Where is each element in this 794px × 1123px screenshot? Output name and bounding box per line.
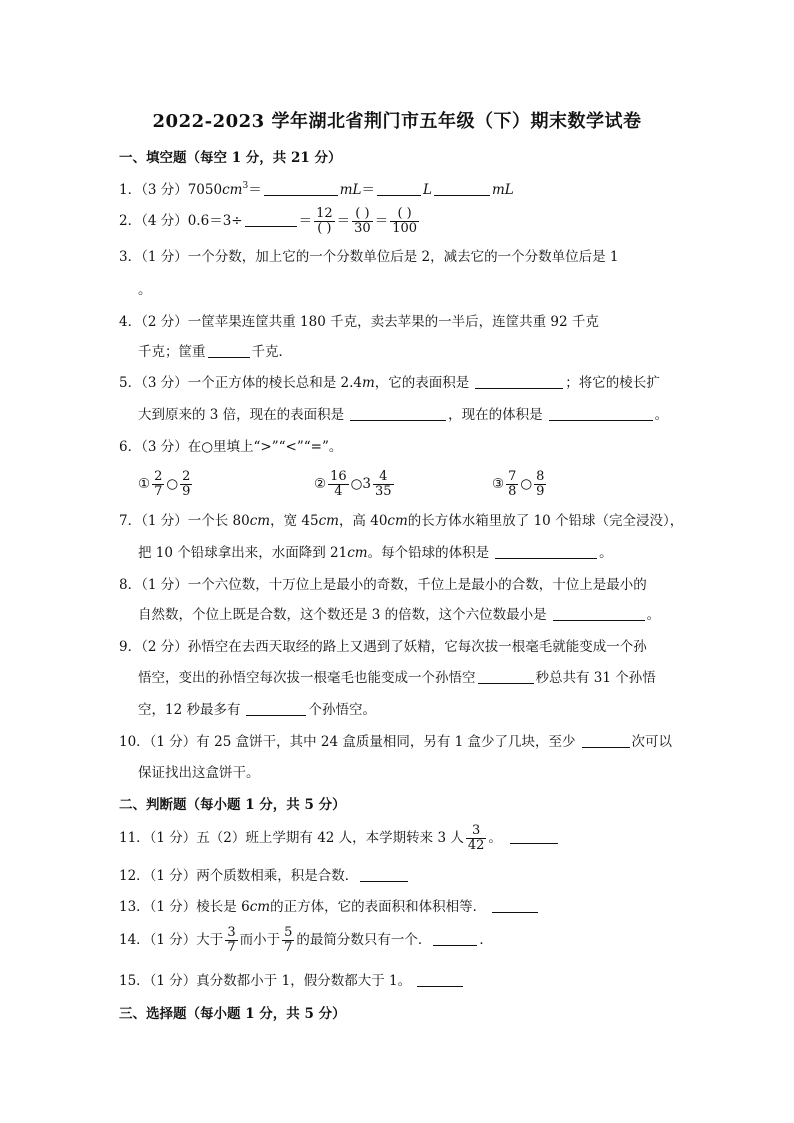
- answer-blank[interactable]: [434, 180, 490, 196]
- compare-circle[interactable]: ○: [166, 476, 179, 492]
- question-10-cont: 保证找出这盒饼干。: [138, 765, 260, 781]
- section-fill-in: 一、填空题（每空 1 分，共 21 分）: [119, 150, 342, 166]
- question-6-options: [138, 466, 548, 502]
- question-3: 3．（1 分）一个分数，加上它的一个分数单位后是 2，减去它的一个分数单位后是 1: [119, 249, 619, 265]
- question-9-cont2: 空，12 秒最多有 个孙悟空。: [138, 702, 376, 718]
- question-2: 2．（4 分）0.6＝3÷ ＝ $\frac{12}{( )}$ ＝ $\frac{( )}{30}$ ＝ $\frac{( )}{100}$: [119, 206, 418, 236]
- answer-blank[interactable]: [495, 543, 597, 559]
- question-3-cont: 。: [138, 282, 152, 298]
- answer-blank[interactable]: [377, 180, 421, 196]
- exam-title: 2022-2023 学年湖北省荆门市五年级（下）期末数学试卷: [152, 111, 642, 132]
- question-12: 12．（1 分）两个质数相乘，积是合数．: [119, 866, 410, 886]
- answer-blank[interactable]: [208, 342, 250, 358]
- question-5-cont: 大到原来的 3 倍，现在的表面积是 ，现在的体积是 。: [138, 407, 669, 423]
- answer-blank[interactable]: [245, 211, 297, 227]
- answer-blank[interactable]: [582, 732, 630, 748]
- fraction: $\frac{( )}{30}$: [354, 206, 371, 236]
- answer-blank[interactable]: [417, 971, 463, 987]
- question-1: 1．（3 分）$7050cm^3= mL= L$ mL: [119, 181, 514, 198]
- question-5: 5．（3 分）一个正方体的棱长总和是 2.4m，它的表面积是 ；将它的棱长扩: [119, 375, 660, 391]
- section-multiple-choice: 三、选择题（每小题 1 分，共 5 分）: [119, 1006, 346, 1022]
- compare-option-1: ① $\frac{2}{7}$ ○ $\frac{2}{9}$: [138, 469, 191, 499]
- answer-blank[interactable]: [264, 180, 338, 196]
- answer-blank[interactable]: [433, 930, 477, 946]
- question-6: 6．（3 分）在○里填上“>”“<”“=”。: [119, 439, 343, 455]
- answer-blank[interactable]: [350, 405, 446, 421]
- compare-circle[interactable]: ○3: [350, 476, 372, 492]
- question-11: 11．（1 分）五（2）班上学期有 42 人，本学期转来 3 人 $\frac{3}{42}$ 。: [119, 820, 560, 856]
- fraction: $\frac{3}{42}$: [467, 823, 485, 853]
- answer-blank[interactable]: [475, 373, 563, 389]
- question-9-cont: 悟空，变出的孙悟空每次拔一根毫毛也能变成一个孙悟空 秒总共有 31 个孙悟: [138, 670, 656, 686]
- question-14: 14．（1 分）大于 $\frac{3}{7}$ 而小于 $\frac{5}{7}$ 的最简分数只有一个． ．: [119, 925, 493, 955]
- compare-option-3: ③ $\frac{7}{8}$ ○ $\frac{8}{9}$: [492, 469, 545, 499]
- question-7-cont: 把 10 个铅球拿出来，水面降到 21cm。每个铅球的体积是 。: [138, 545, 613, 561]
- question-15: 15．（1 分）真分数都小于 1，假分数都大于 1。: [119, 971, 465, 991]
- answer-blank[interactable]: [510, 828, 558, 844]
- question-4: 4．（2 分）一筐苹果连筐共重 180 千克，卖去苹果的一半后，连筐共重 92 千克: [119, 314, 599, 330]
- section-true-false: 二、判断题（每小题 1 分，共 5 分）: [119, 797, 346, 813]
- question-9: 9．（2 分）孙悟空在去西天取经的路上又遇到了妖精，它每次拔一根毫毛就能变成一个孙: [119, 639, 647, 655]
- compare-circle[interactable]: ○: [520, 476, 533, 492]
- fraction: $\frac{( )}{100}$: [392, 206, 418, 236]
- question-4-cont: 千克；筐重 千克．: [138, 344, 292, 360]
- answer-blank[interactable]: [478, 668, 534, 684]
- answer-blank[interactable]: [553, 605, 645, 621]
- question-13: 13．（1 分）棱长是 6cm的正方体，它的表面积和体积相等．: [119, 897, 540, 917]
- question-8-cont: 自然数，个位上既是合数，这个数还是 3 的倍数，这个六位数最小是 。: [138, 607, 661, 623]
- answer-blank[interactable]: [549, 405, 653, 421]
- question-7: 7．（1 分）一个长 80cm，宽 45cm，高 40cm的长方体水箱里放了 10 个铅球（完全浸没），: [119, 513, 684, 529]
- compare-option-2: ② $\frac{16}{4}$ ○3 $\frac{4}{35}$: [314, 469, 392, 499]
- answer-blank[interactable]: [492, 897, 538, 913]
- answer-blank[interactable]: [360, 866, 408, 882]
- fraction: $\frac{12}{( )}$: [316, 206, 333, 236]
- question-10: 10．（1 分）有 25 盒饼干，其中 24 盒质量相同，另有 1 盒少了几块，至少 次可以: [119, 734, 673, 750]
- question-8: 8．（1 分）一个六位数，十万位上是最小的奇数，千位上是最小的合数，十位上是最小的: [119, 577, 647, 593]
- answer-blank[interactable]: [246, 700, 306, 716]
